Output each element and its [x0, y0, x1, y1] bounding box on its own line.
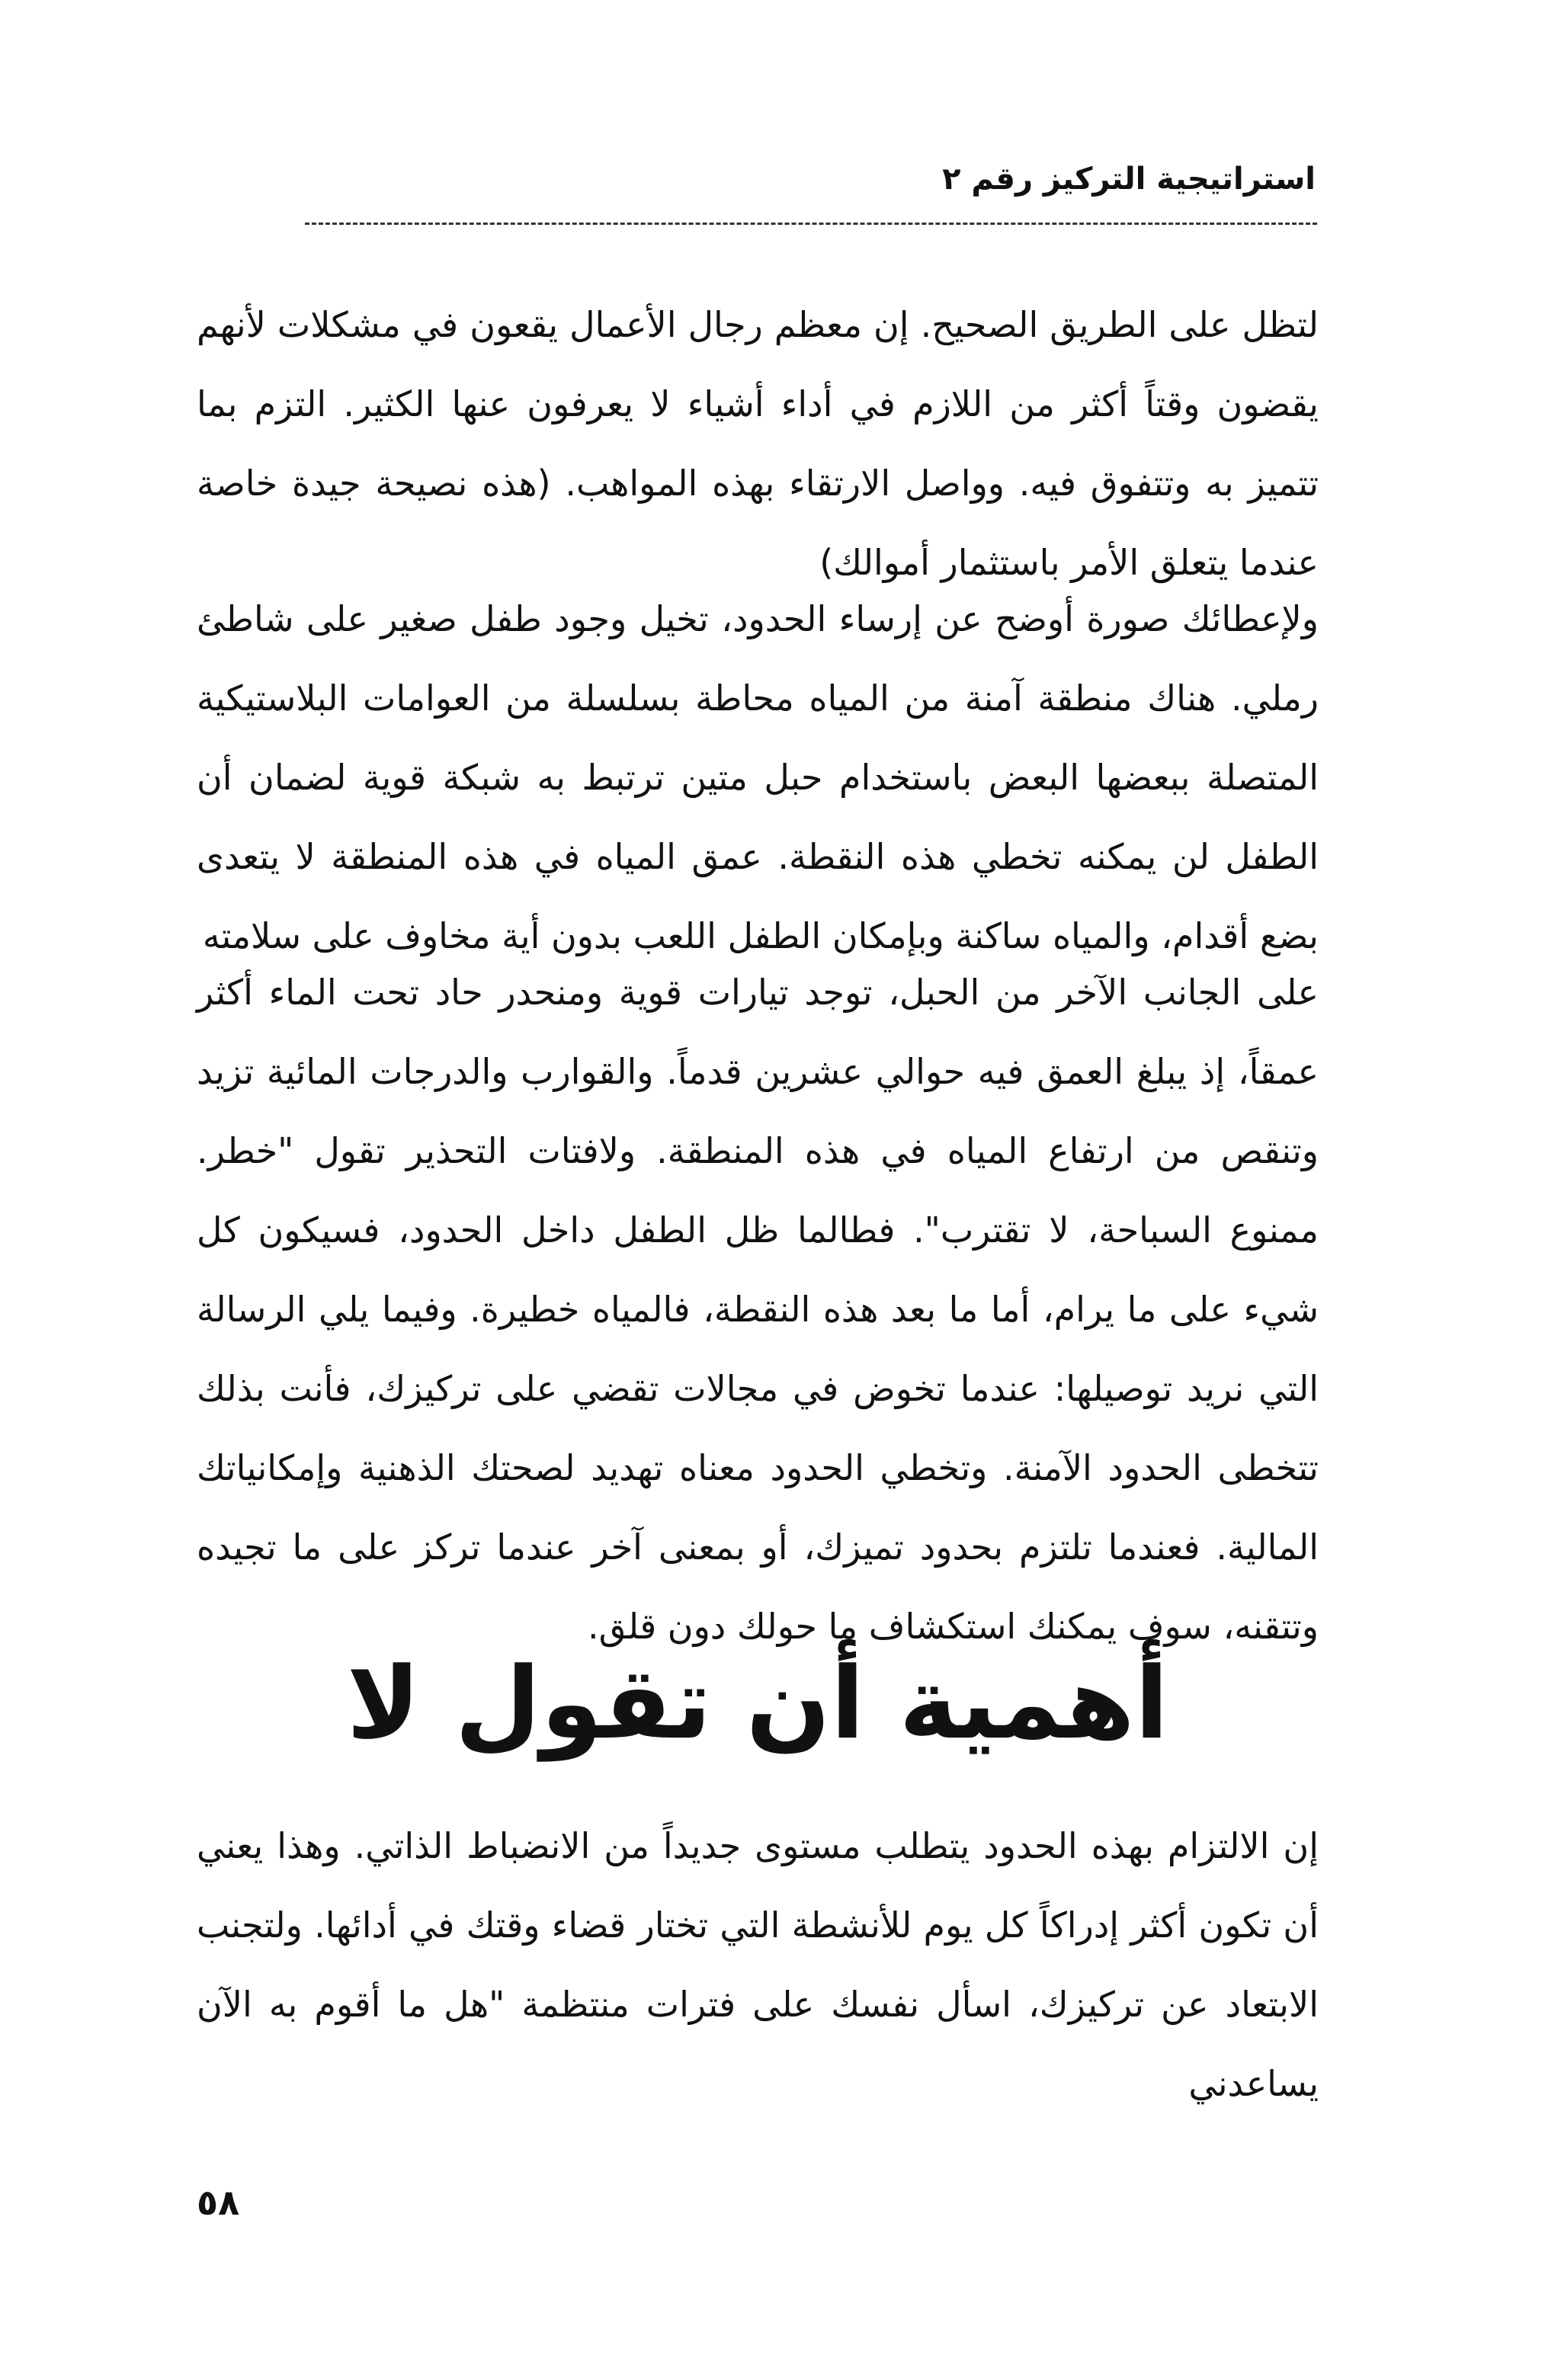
body-paragraph-1: لتظل على الطريق الصحيح. إن معظم رجال الأعمال يقعون في مشكلات لأنهم يقضون وقتاً أكثر من اللازم في أداء أشياء لا يعرفون عنها الكثير. التزم بما تتميز به وتتفوق فيه. وواصل الارتقاء بهذه المواهب. (هذه نصيحة جيدة خاصة عندما يتعلق الأمر باستثمار أموالك) [197, 304, 1319, 583]
body-paragraph-2: ولإعطائك صورة أوضح عن إرساء الحدود، تخيل وجود طفل صغير على شاطئ رملي. هناك منطقة آمنة من المياه محاطة بسلسلة من العوامات البلاستيكية المتصلة ببعضها البعض باستخدام حبل متين ترتبط به شبكة قوية لضمان أن الطفل لن يمكنه تخطي هذه النقطة. عمق المياه في هذه المنطقة لا يتعدى بضع أقدام، والمياه ساكنة وبإمكان الطفل اللعب بدون أية مخاوف على سلامته [197, 598, 1319, 956]
section-heading: أهمية أن تقول لا [346, 1645, 1169, 1761]
section-paragraph: إن الالتزام بهذه الحدود يتطلب مستوى جديداً من الانضباط الذاتي. وهذا يعني أن تكون أكثر إدراكاً كل يوم للأنشطة التي تختار قضاء وقتك في أدائها. ولتجنب الابتعاد عن تركيزك، اسأل نفسك على فترات منتظمة "هل ما أقوم به الآن يساعدني [197, 1825, 1319, 2104]
running-header: استراتيجية التركيز رقم ٢ [942, 162, 1316, 197]
header-rule [305, 223, 1317, 225]
page-number: ٥٨ [197, 2182, 240, 2223]
body-paragraph-3: على الجانب الآخر من الحبل، توجد تيارات قوية ومنحدر حاد تحت الماء أكثر عمقاً، إذ يبلغ العمق فيه حوالي عشرين قدماً. والقوارب والدرجات المائية تزيد وتنقص من ارتفاع المياه في هذه المنطقة. ولافتات التحذير تقول "خطر. ممنوع السباحة، لا تقترب". فطالما ظل الطفل داخل الحدود، فسيكون كل شيء على ما يرام، أما ما بعد هذه النقطة، فالمياه خطيرة. وفيما يلي الرسالة التي نريد توصيلها: عندما تخوض في مجالات تقضي على تركيزك، فأنت بذلك تتخطى الحدود الآمنة. وتخطي الحدود معناه تهديد لصحتك الذهنية وإمكانياتك المالية. فعندما تلتزم بحدود تميزك، أو بمعنى آخر عندما تركز على ما تجيده وتتقنه، سوف يمكنك استكشاف ما حولك دون قلق. [197, 972, 1319, 1647]
